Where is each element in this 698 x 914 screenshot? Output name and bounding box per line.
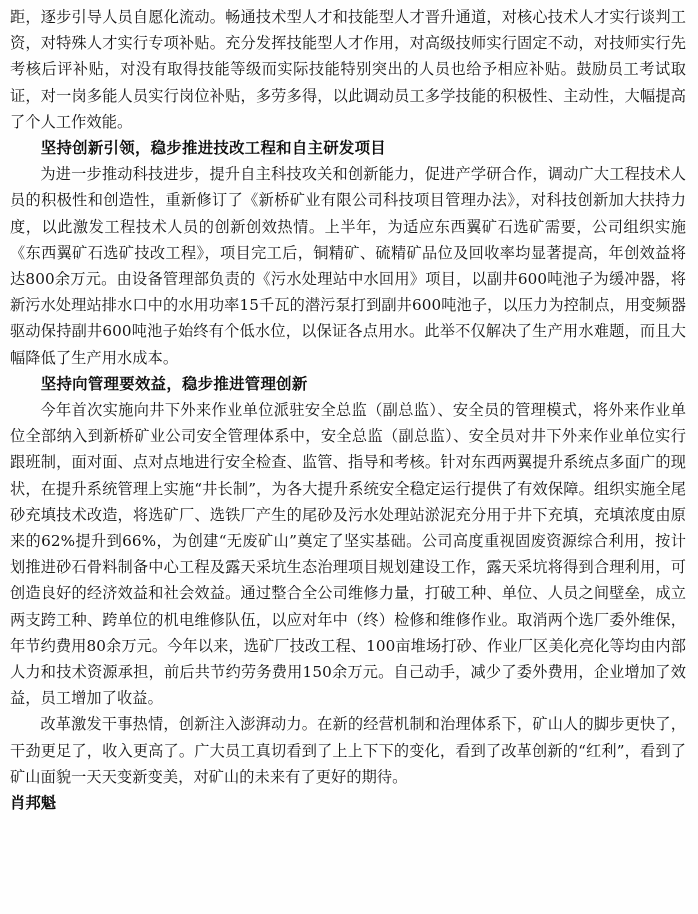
section-heading-management: 坚持向管理要效益，稳步推进管理创新 [40,374,308,393]
author-signature: 肖邦魁 [10,794,57,813]
paragraph-closing: 改革激发干事热情，创新注入澎湃动力。在新的经营机制和治理体系下，矿山人的脚步更快了，干劲更足了，收入更高了。广大员工真切看到了上上下下的变化，看到了改革创新的“红利”，看到了矿山面貌一天天变新变美，对矿山的未来有了更好的期待。 [10,715,686,786]
paragraph-innovation-body: 为进一步推动科技进步，提升自主科技攻关和创新能力，促进产学研合作，调动广大工程技术人员的积极性和创造性，重新修订了《新桥矿业有限公司科技项目管理办法》，对科技创新加大扶持力度，以此激发工程技术人员的创新创效热情。上半年，为适应东西翼矿石选矿需要，公司组织实施《东西翼矿石选矿技改工程》，项目完工后，铜精矿、硫精矿品位及回收率均显著提高，年创效益将达800余万元。由设备管理部负责的《污水处理站中水回用》项目，以副井600吨池子为缓冲器，将新污水处理站排水口中的水用功率15千瓦的潜污泵打到副井600吨池子，以压力为控制点，用变频器驱动保持副井600吨池子始终有个低水位，以保证各点用水。此举不仅解决了生产用水难题，而且大幅降低了生产用水成本。 [10,165,686,367]
paragraph-management-body: 今年首次实施向井下外来作业单位派驻安全总监（副总监）、安全员的管理模式，将外来作业单位全部纳入到新桥矿业公司安全管理体系中，安全总监（副总监）、安全员对井下外来作业单位实行跟班制，面对面、点对点地进行安全检查、监管、指导和考核。针对东西两翼提升系统点多面广的现状，在提升系统管理上实施“井长制”，为各大提升系统安全稳定运行提供了有效保障。组织实施全尾砂充填技术改造，将选矿厂、选铁厂产生的尾砂及污水处理站淤泥充分用于井下充填，充填浓度由原来的62%提升到66%，为创建“无废矿山”奠定了坚实基础。公司高度重视固废资源综合利用，按计划推进砂石骨料制备中心工程及露天采坑生态治理项目规划建设工作，露天采坑将得到合理利用，可创造良好的经济效益和社会效益。通过整合全公司维修力量，打破工种、单位、人员之间壁垒，成立两支跨工种、跨单位的机电维修队伍，以应对年中（终）检修和维修作业。取消两个选厂委外维保，年节约费用80余万元。今年以来，选矿厂技改工程、100亩堆场打砂、作业厂区美化亮化等均由内部人力和技术资源承担，前后共节约劳务费用150余万元。自己动手，减少了委外费用，企业增加了效益，员工增加了收益。 [10,401,686,708]
section-heading-innovation: 坚持创新引领，稳步推进技改工程和自主研发项目 [40,139,386,158]
paragraph-continuation: 距，逐步引导人员自愿化流动。畅通技术型人才和技能型人才晋升通道，对核心技术人才实行谈判工资，对特殊人才实行专项补贴。充分发挥技能型人才作用，对高级技师实行固定不动，对技师实行先考核后评补贴，对没有取得技能等级而实际技能特别突出的人员也给予相应补贴。鼓励员工考试取证，对一岗多能人员实行岗位补贴，多劳多得，以此调动员工多学技能的积极性、主动性，大幅提高了个人工作效能。 [10,8,686,131]
